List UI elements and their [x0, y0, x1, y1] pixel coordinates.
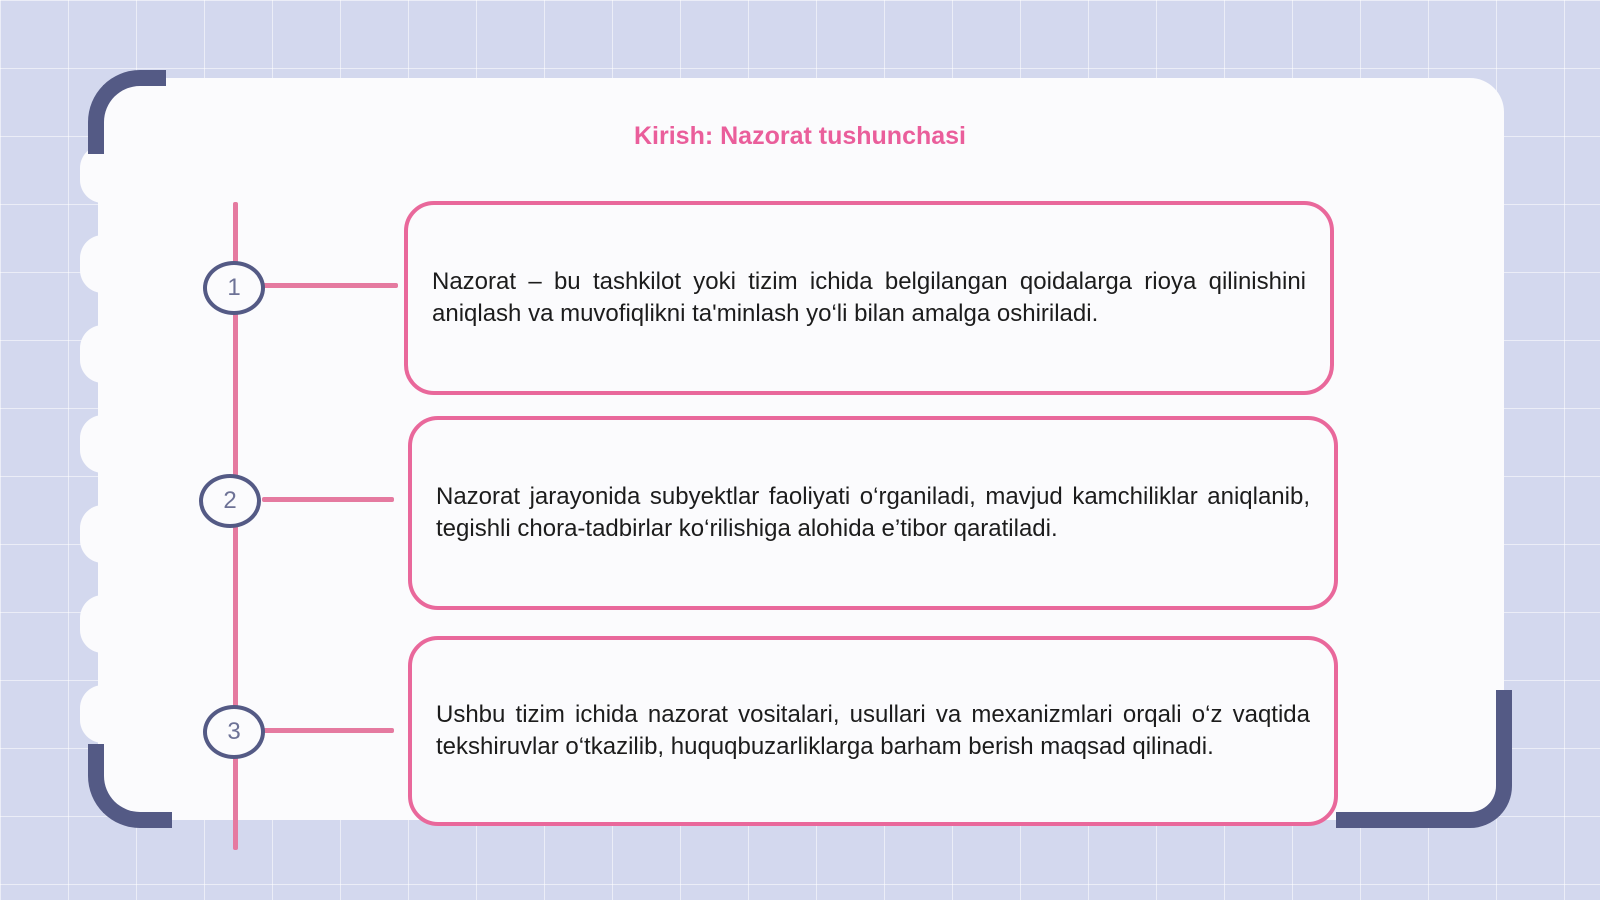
timeline-text-card [404, 201, 1334, 395]
card-edge-scallop [80, 325, 126, 383]
card-edge-scallop [80, 595, 126, 653]
step-number: 1 [227, 274, 241, 301]
timeline-text-card [408, 416, 1338, 610]
card-edge-scallop [80, 415, 126, 473]
card-text: Ushbu tizim ichida nazorat vositalari, usullari va mexanizmlari orqali o‘z vaqtida tekshiruvlar o‘tkazilib, huquqbuzarliklarga barham berish maqsad qilinadi. [436, 701, 1310, 760]
timeline-connector [262, 497, 394, 502]
card-text: Nazorat – bu tashkilot yoki tizim ichida belgilangan qoidalarga rioya qilinishini aniqlash va muvofiqlikni ta'minlash yo‘li bilan amalga oshiriladi. [432, 268, 1306, 327]
step-number-badge [199, 474, 261, 528]
frame-corner-bottom-right [1336, 690, 1512, 828]
step-number: 2 [223, 487, 237, 514]
card-edge-scallop [80, 685, 126, 743]
slide-title: Kirish: Nazorat tushunchasi [634, 122, 966, 150]
step-number-badge [203, 705, 265, 759]
step-number-badge [203, 261, 265, 315]
timeline-connector [262, 728, 394, 733]
card-edge-scallop [80, 235, 126, 293]
card-text: Nazorat jarayonida subyektlar faoliyati o‘rganiladi, mavjud kamchiliklar aniqlanib, tegishli chora-tadbirlar ko‘rilishiga alohida e’tibor qaratiladi. [436, 483, 1310, 542]
timeline-connector [262, 283, 398, 288]
step-number: 3 [227, 718, 241, 745]
timeline-text-card [408, 636, 1338, 826]
card-edge-scallop [80, 505, 126, 563]
frame-corner-bottom-left [88, 744, 172, 828]
frame-corner-top-left [88, 70, 166, 154]
